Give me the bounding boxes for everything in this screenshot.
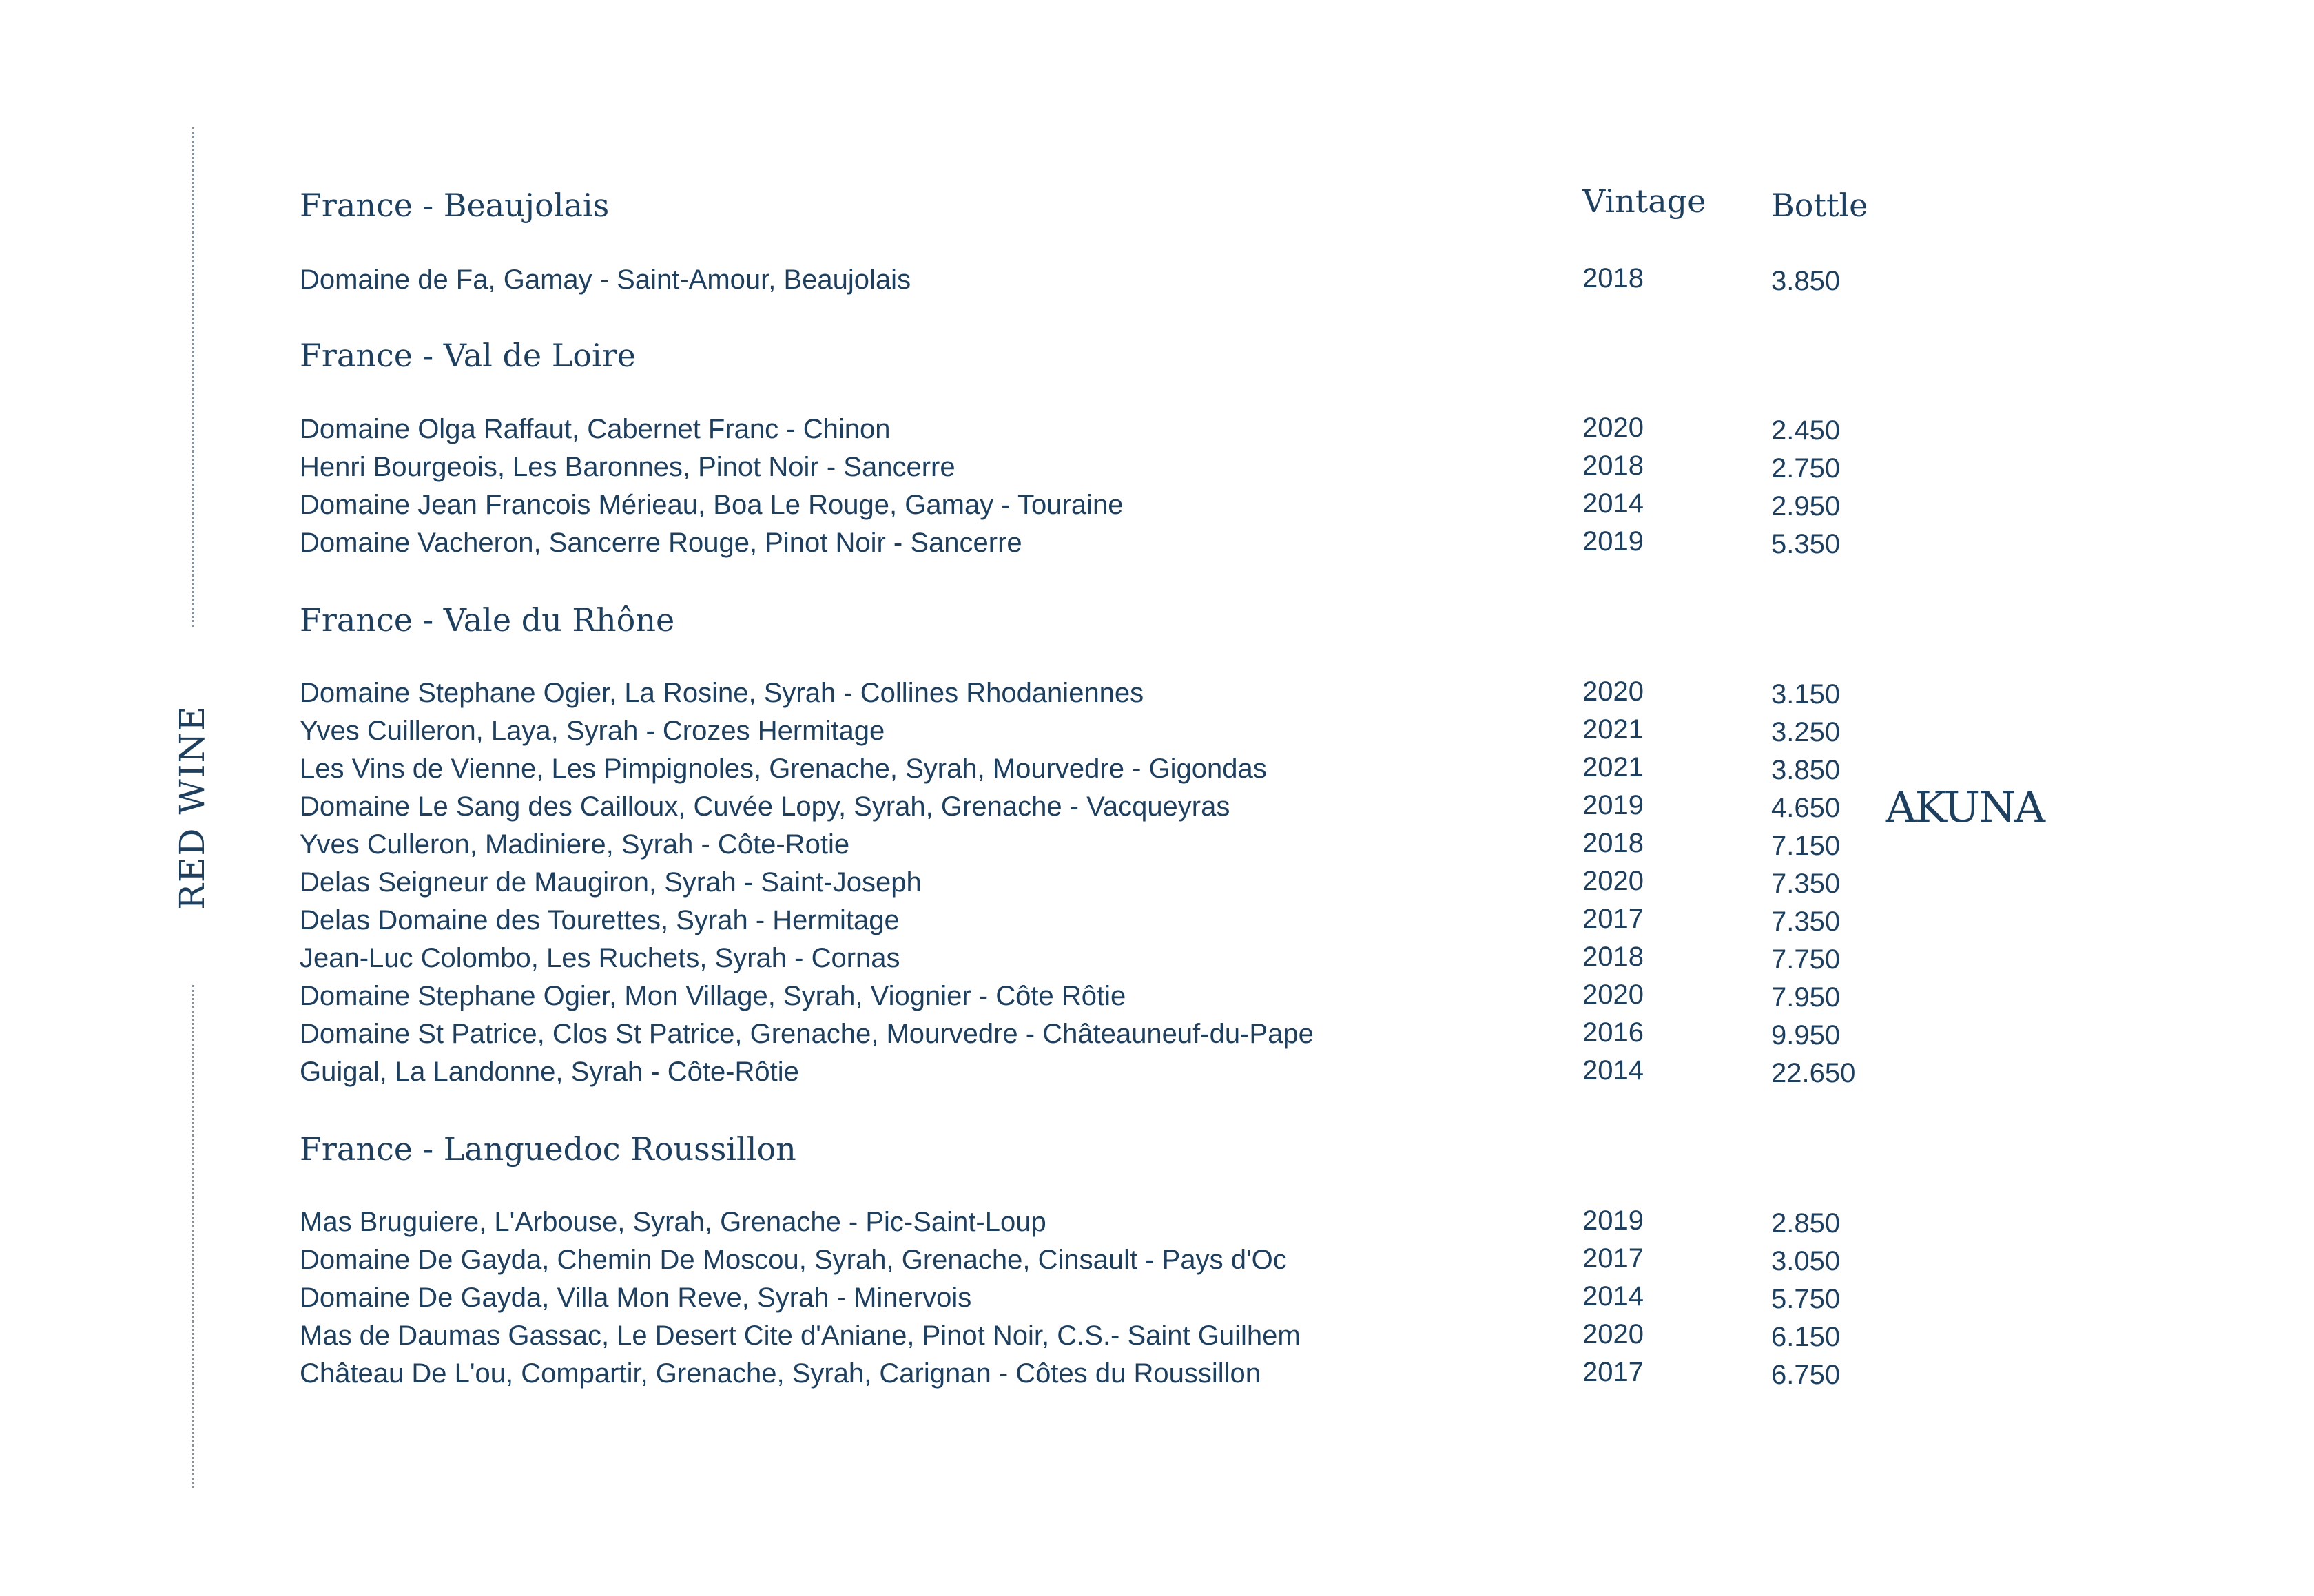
wine-row bbox=[0, 1281, 2314, 1318]
wine-row bbox=[0, 263, 2314, 300]
wine-name: Domaine Olga Raffaut, Cabernet Franc - Chinon bbox=[300, 414, 891, 444]
wine-name: Domaine De Gayda, Chemin De Moscou, Syrah, Grenache, Cinsault - Pays d'Oc bbox=[300, 1245, 1287, 1275]
wine-name: Domaine de Fa, Gamay - Saint-Amour, Beaujolais bbox=[300, 265, 911, 295]
wine-bottle-price: 6.150 bbox=[1771, 1322, 1841, 1352]
region-title: France - Vale du Rhône bbox=[300, 601, 675, 639]
bottle-column-header: Bottle bbox=[1771, 187, 1868, 224]
region-title: France - Languedoc Roussillon bbox=[300, 1130, 796, 1168]
wine-bottle-price: 22.650 bbox=[1771, 1058, 1856, 1088]
section-side-label: RED WINE bbox=[172, 705, 212, 910]
wine-vintage: 2017 bbox=[1582, 1243, 1644, 1274]
wine-vintage: 2014 bbox=[1582, 488, 1644, 519]
wine-bottle-price: 2.450 bbox=[1771, 415, 1841, 446]
wine-vintage: 2018 bbox=[1582, 263, 1644, 293]
wine-bottle-price: 2.850 bbox=[1771, 1208, 1841, 1239]
wine-bottle-price: 7.350 bbox=[1771, 869, 1841, 899]
wine-bottle-price: 7.750 bbox=[1771, 944, 1841, 975]
wine-vintage: 2021 bbox=[1582, 752, 1644, 783]
wine-row bbox=[0, 1319, 2314, 1356]
wine-name: Mas de Daumas Gassac, Le Desert Cite d'Aniane, Pinot Noir, C.S.- Saint Guilhem bbox=[300, 1320, 1301, 1351]
wine-vintage: 2014 bbox=[1582, 1055, 1644, 1086]
wine-name: Domaine Stephane Ogier, La Rosine, Syrah - Collines Rhodaniennes bbox=[300, 678, 1144, 708]
wine-bottle-price: 2.950 bbox=[1771, 491, 1841, 521]
logo-text: AKUNA bbox=[1885, 782, 2045, 830]
wine-bottle-price: 6.750 bbox=[1771, 1360, 1841, 1390]
region-title: France - Beaujolais bbox=[300, 187, 610, 224]
wine-vintage: 2020 bbox=[1582, 676, 1644, 707]
wine-row bbox=[0, 1357, 2314, 1394]
wine-row bbox=[0, 906, 2314, 941]
wine-vintage: 2021 bbox=[1582, 714, 1644, 745]
wine-vintage: 2020 bbox=[1582, 413, 1644, 443]
wine-row bbox=[0, 982, 2314, 1017]
wine-vintage: 2017 bbox=[1582, 904, 1644, 934]
wine-row bbox=[0, 944, 2314, 979]
wine-name: Château De L'ou, Compartir, Grenache, Syrah, Carignan - Côtes du Roussillon bbox=[300, 1358, 1261, 1389]
wine-bottle-price: 2.750 bbox=[1771, 453, 1841, 484]
wine-vintage: 2020 bbox=[1582, 866, 1644, 896]
wine-row bbox=[0, 488, 2314, 526]
region-title: France - Val de Loire bbox=[300, 337, 636, 374]
wine-bottle-price: 7.950 bbox=[1771, 982, 1841, 1013]
wine-bottle-price: 3.850 bbox=[1771, 266, 1841, 296]
wine-name: Guigal, La Landonne, Syrah - Côte-Rôtie bbox=[300, 1057, 799, 1087]
wine-vintage: 2019 bbox=[1582, 790, 1644, 820]
wine-row bbox=[0, 714, 2314, 752]
wine-bottle-price: 7.150 bbox=[1771, 831, 1841, 861]
wine-vintage: 2019 bbox=[1582, 1205, 1644, 1236]
wine-name: Domaine De Gayda, Villa Mon Reve, Syrah - Minervois bbox=[300, 1283, 972, 1313]
wine-name: Domaine Le Sang des Cailloux, Cuvée Lopy, Syrah, Grenache - Vacqueyras bbox=[300, 791, 1230, 822]
wine-bottle-price: 7.350 bbox=[1771, 906, 1841, 937]
wine-bottle-price: 3.050 bbox=[1771, 1246, 1841, 1276]
region-header-row bbox=[0, 183, 2314, 224]
wine-name: Delas Domaine des Tourettes, Syrah - Hermitage bbox=[300, 905, 900, 935]
wine-vintage: 2020 bbox=[1582, 980, 1644, 1010]
wine-bottle-price: 3.850 bbox=[1771, 755, 1841, 785]
wine-row bbox=[0, 450, 2314, 488]
wine-name: Yves Cuilleron, Laya, Syrah - Crozes Hermitage bbox=[300, 716, 885, 746]
wine-name: Les Vins de Vienne, Les Pimpignoles, Grenache, Syrah, Mourvedre - Gigondas bbox=[300, 754, 1267, 784]
region-header-row bbox=[0, 1130, 2314, 1168]
wine-name: Jean-Luc Colombo, Les Ruchets, Syrah - Cornas bbox=[300, 943, 900, 973]
wine-vintage: 2016 bbox=[1582, 1017, 1644, 1048]
wine-vintage: 2017 bbox=[1582, 1357, 1644, 1387]
wine-name: Henri Bourgeois, Les Baronnes, Pinot Noir - Sancerre bbox=[300, 452, 955, 482]
wine-vintage: 2020 bbox=[1582, 1319, 1644, 1349]
wine-bottle-price: 5.350 bbox=[1771, 529, 1841, 559]
wine-name: Yves Culleron, Madiniere, Syrah - Côte-Rotie bbox=[300, 829, 850, 860]
wine-row bbox=[0, 1055, 2314, 1092]
wine-name: Domaine Vacheron, Sancerre Rouge, Pinot Noir - Sancerre bbox=[300, 528, 1022, 558]
vintage-column-header: Vintage bbox=[1582, 183, 1706, 220]
wine-vintage: 2018 bbox=[1582, 828, 1644, 858]
wine-name: Domaine Stephane Ogier, Mon Village, Syrah, Viognier - Côte Rôtie bbox=[300, 981, 1126, 1011]
wine-row bbox=[0, 526, 2314, 563]
wine-row bbox=[0, 676, 2314, 714]
wine-bottle-price: 5.750 bbox=[1771, 1284, 1841, 1314]
region-header-row bbox=[0, 337, 2314, 374]
region-header-row bbox=[0, 601, 2314, 639]
wine-bottle-price: 9.950 bbox=[1771, 1020, 1841, 1050]
wine-row bbox=[0, 828, 2314, 865]
wine-row bbox=[0, 1243, 2314, 1281]
wine-name: Domaine St Patrice, Clos St Patrice, Grenache, Mourvedre - Châteauneuf-du-Pape bbox=[300, 1019, 1314, 1049]
wine-name: Mas Bruguiere, L'Arbouse, Syrah, Grenache - Pic-Saint-Loup bbox=[300, 1207, 1046, 1237]
wine-row bbox=[0, 866, 2314, 903]
wine-vintage: 2018 bbox=[1582, 942, 1644, 972]
wine-row bbox=[0, 415, 2314, 450]
wine-row bbox=[0, 1205, 2314, 1243]
wine-bottle-price: 3.150 bbox=[1771, 679, 1841, 709]
wine-bottle-price: 4.650 bbox=[1771, 793, 1841, 823]
akuna-logo bbox=[1877, 782, 2053, 830]
wine-name: Domaine Jean Francois Mérieau, Boa Le Rouge, Gamay - Touraine bbox=[300, 490, 1124, 520]
wine-vintage: 2019 bbox=[1582, 526, 1644, 557]
wine-name: Delas Seigneur de Maugiron, Syrah - Saint-Joseph bbox=[300, 867, 922, 898]
wine-vintage: 2014 bbox=[1582, 1281, 1644, 1312]
wine-row bbox=[0, 1017, 2314, 1055]
wine-bottle-price: 3.250 bbox=[1771, 717, 1841, 747]
wine-vintage: 2018 bbox=[1582, 450, 1644, 481]
